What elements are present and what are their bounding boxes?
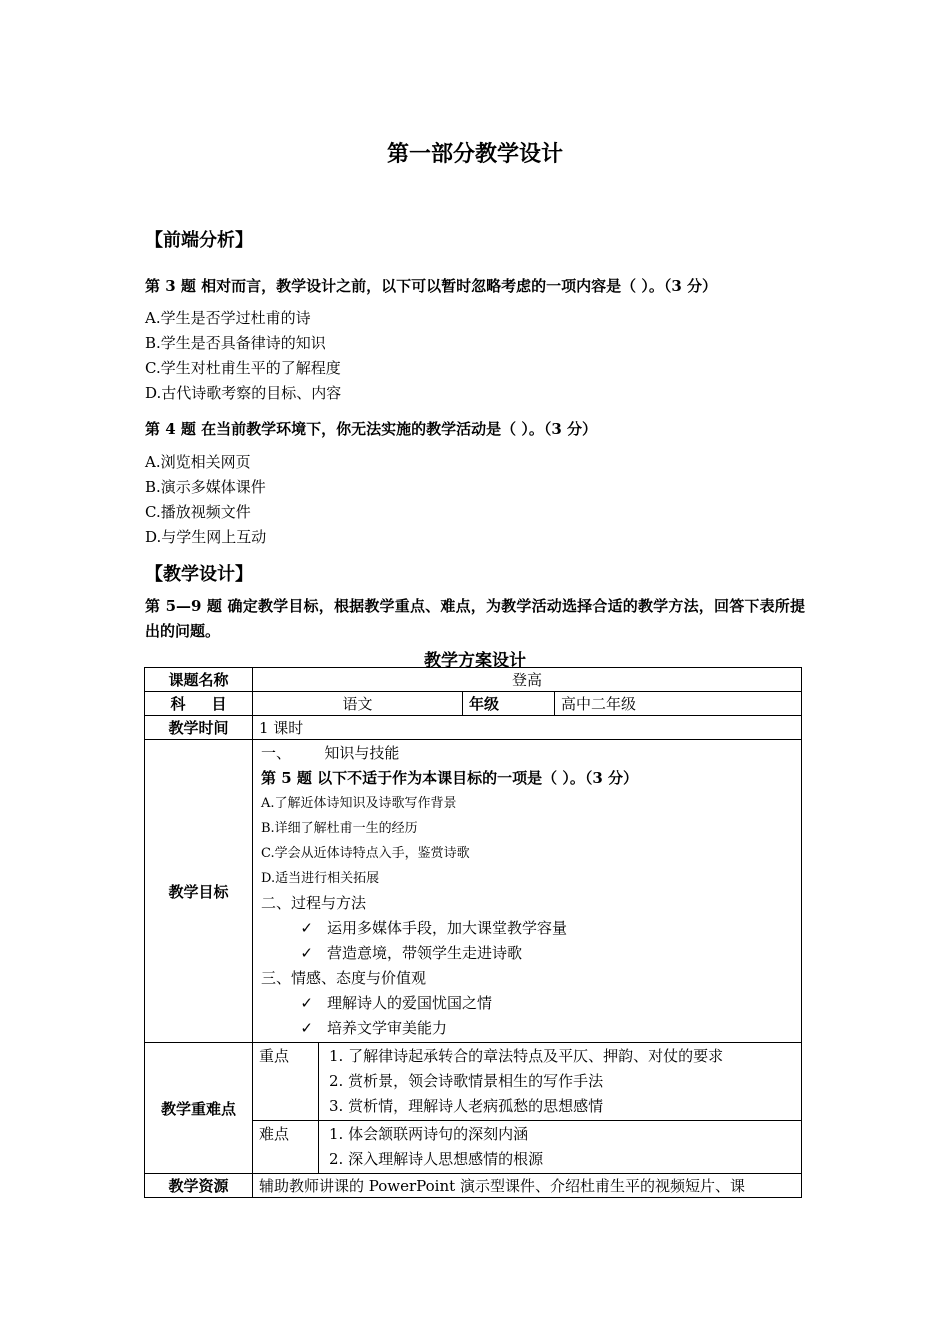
table-row [145, 1174, 802, 1198]
course-value: 登高 [253, 668, 802, 692]
checkmark-icon: ✓ [300, 994, 313, 1012]
table-row [145, 668, 802, 692]
subject-label: 科 目 [145, 692, 253, 716]
checkmark-icon: ✓ [300, 944, 313, 962]
option: A.浏览相关网页 [145, 453, 251, 471]
grade-value: 高中二年级 [555, 692, 802, 716]
time-label: 教学时间 [145, 716, 253, 740]
difficulty-item: 1. 体会颔联两诗句的深刻内涵 [329, 1125, 529, 1143]
question-3: 第 3 题 相对而言，教学设计之前，以下可以暂时忽略考虑的一项内容是（ ）。（3 分） [145, 277, 717, 295]
goal-heading-process: 二、过程与方法 [261, 894, 367, 912]
goals-label: 教学目标 [145, 740, 253, 1043]
time-value: 1 课时 [253, 716, 802, 740]
page-title: 第一部分教学设计 [386, 141, 563, 167]
goal-heading-attitude: 三、情感、态度与价值观 [261, 969, 427, 987]
lesson-plan-table [144, 667, 802, 1198]
difficulty-label: 难点 [253, 1121, 319, 1174]
table-row [145, 716, 802, 740]
goal-item: ✓ 运用多媒体手段，加大课堂教学容量 [261, 916, 793, 941]
question-5-option: A.了解近体诗知识及诗歌写作背景 [261, 796, 457, 811]
question-5-option: D.适当进行相关拓展 [261, 871, 380, 886]
table-row [145, 692, 802, 716]
goal-heading-knowledge: 一、 知识与技能 [261, 744, 400, 762]
goal-item: ✓ 营造意境，带领学生走进诗歌 [261, 941, 793, 966]
difficulty-items [319, 1121, 802, 1174]
question-4-options [145, 450, 266, 550]
option: C.学生对杜甫生平的了解程度 [145, 359, 341, 377]
focus-items [319, 1043, 802, 1121]
checkmark-icon: ✓ [300, 1019, 313, 1037]
question-4: 第 4 题 在当前教学环境下，你无法实施的教学活动是（ ）。（3 分） [145, 420, 597, 438]
focus-item: 3. 赏析情，理解诗人老病孤愁的思想感情 [329, 1097, 604, 1115]
goal-item: ✓ 培养文学审美能力 [261, 1016, 793, 1041]
goal-item: ✓ 理解诗人的爱国忧国之情 [261, 991, 793, 1016]
difficulty-item: 2. 深入理解诗人思想感情的根源 [329, 1150, 544, 1168]
resources-label: 教学资源 [145, 1174, 253, 1198]
option: B.学生是否具备律诗的知识 [145, 334, 326, 352]
subject-value: 语文 [253, 692, 463, 716]
goals-cell [253, 740, 802, 1043]
key-points-label: 教学重难点 [145, 1043, 253, 1174]
question-5-option: C.学会从近体诗特点入手，鉴赏诗歌 [261, 846, 470, 861]
table-row [145, 740, 802, 1043]
question-5-9: 第 5—9 题 确定教学目标，根据教学重点、难点，为教学活动选择合适的教学方法，回答下表所提出的问题。 [145, 597, 805, 640]
option: B.演示多媒体课件 [145, 478, 266, 496]
focus-item: 1. 了解律诗起承转合的章法特点及平仄、押韵、对仗的要求 [329, 1047, 724, 1065]
question-5-option: B.详细了解杜甫一生的经历 [261, 821, 418, 836]
focus-label: 重点 [253, 1043, 319, 1121]
table-title: 教学方案设计 [424, 651, 526, 671]
option: C.播放视频文件 [145, 503, 251, 521]
option: D.与学生网上互动 [145, 528, 267, 546]
section-heading-teaching-design: 【教学设计】 [145, 564, 253, 585]
question-5: 第 5 题 以下不适于作为本课目标的一项是（ ）。（3 分） [261, 769, 638, 787]
checkmark-icon: ✓ [300, 919, 313, 937]
section-heading-front-analysis: 【前端分析】 [145, 230, 253, 251]
table-row [145, 1043, 802, 1121]
course-label: 课题名称 [145, 668, 253, 692]
option: A.学生是否学过杜甫的诗 [145, 309, 311, 327]
resources-value: 辅助教师讲课的 PowerPoint 演示型课件、介绍杜甫生平的视频短片、课 [253, 1174, 802, 1198]
option: D.古代诗歌考察的目标、内容 [145, 384, 342, 402]
grade-label: 年级 [463, 692, 555, 716]
question-3-options [145, 306, 341, 406]
focus-item: 2. 赏析景，领会诗歌情景相生的写作手法 [329, 1072, 604, 1090]
